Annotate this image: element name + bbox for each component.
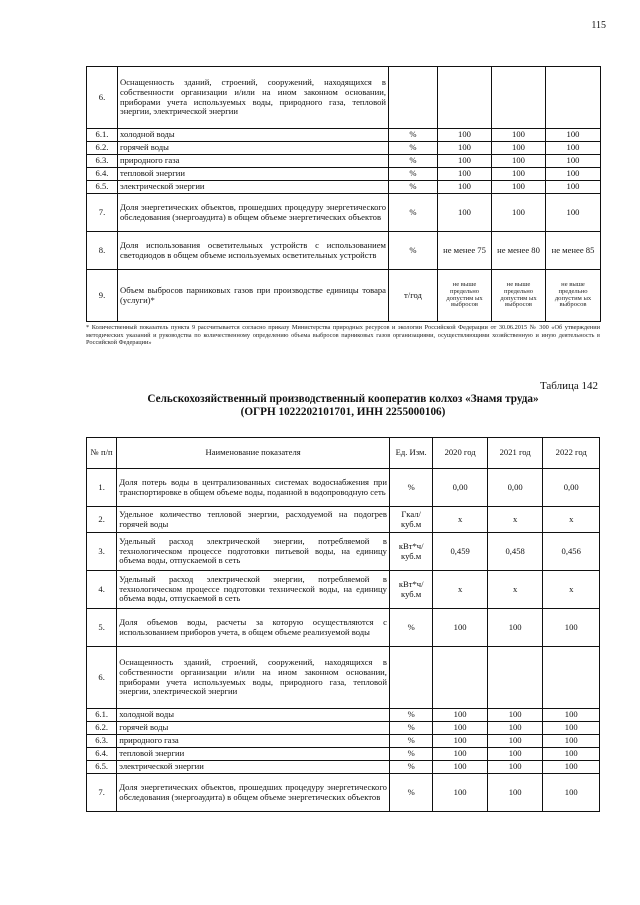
table-row [87,774,600,812]
indicator-name: Объем выбросов парниковых газов при производстве единицы товара (услуги)* [118,270,389,322]
row-number: 4. [87,571,117,609]
value-2021: 0,458 [487,533,543,571]
value-2021: 100 [487,761,543,774]
value-2022: 100 [543,748,600,761]
indicator-name: Доля энергетических объектов, прошедших процедуру энергетического обследования (энергоаудита) в общем объеме энергетических объектов [117,774,390,812]
header-2022: 2022 год [543,438,600,469]
value-2020: 100 [438,155,492,168]
value-2020: х [433,571,488,609]
row-number: 6.5. [87,761,117,774]
header-number: № п/п [87,438,117,469]
indicator-name: тепловой энергии [117,748,390,761]
indicators-table [86,437,600,812]
value-2021: 100 [492,129,546,142]
organization-registration: (ОГРН 1022202101701, ИНН 2255000106) [240,405,446,418]
value-2021: 0,00 [487,469,543,507]
value-2022: 100 [543,774,600,812]
value-2021: 100 [492,155,546,168]
unit-cell: Гкал/ куб.м [389,507,432,533]
row-number: 8. [87,232,118,270]
value-2020: 100 [433,774,488,812]
unit-cell: % [389,168,438,181]
indicator-name: электрической энергии [117,761,390,774]
row-number: 3. [87,533,117,571]
value-2021: 100 [492,181,546,194]
row-number: 5. [87,609,117,647]
unit-cell: % [389,129,438,142]
table-row [87,609,600,647]
value-2020: не выше предельно допустим ых выбросов [438,270,492,322]
indicator-name: горячей воды [118,142,389,155]
indicator-name: Доля энергетических объектов, прошедших процедуру энергетического обследования (энергоаудита) в общем объеме энергетических объектов [118,194,389,232]
indicator-name: холодной воды [118,129,389,142]
table-row [87,647,600,709]
value-2022: 0,456 [543,533,600,571]
value-2021: 100 [487,735,543,748]
table-row [87,194,601,232]
indicator-name: горячей воды [117,722,390,735]
value-2020: х [433,507,488,533]
unit-cell: % [389,735,432,748]
value-2022: не выше предельно допустим ых выбросов [546,270,601,322]
value-2020: 100 [433,722,488,735]
indicator-name: природного газа [118,155,389,168]
value-2020: 100 [438,181,492,194]
indicator-name: Удельный расход электрической энергии, потребляемой в технологическом процессе подготовки питьевой воды, на единицу объема воды, отпускаемой в сеть [117,533,390,571]
row-number: 6.4. [87,168,118,181]
value-2022 [543,647,600,709]
indicator-name: Удельный расход электрической энергии, потребляемой в технологическом процессе подготовки технической воды, на единицу объема воды, отпускаемой в сеть [117,571,390,609]
organization-name: Сельскохозяйственный производственный кооператив колхоз «Знамя труда» [147,393,539,405]
table-row [87,469,600,507]
row-number: 2. [87,507,117,533]
value-2020: 100 [433,748,488,761]
value-2022: не менее 85 [546,232,601,270]
value-2021: не менее 80 [492,232,546,270]
table-row [87,709,600,722]
row-number: 6. [87,647,117,709]
value-2022: х [543,571,600,609]
row-number: 6.2. [87,142,118,155]
table-row [87,735,600,748]
value-2020 [433,647,488,709]
page-number: 115 [591,20,606,31]
unit-cell: кВт*ч/ куб.м [389,533,432,571]
value-2022 [546,67,601,129]
table-row [87,270,601,322]
value-2020: 100 [433,709,488,722]
table-row [87,129,601,142]
value-2021: х [487,507,543,533]
value-2022: 100 [543,609,600,647]
indicator-name: Доля потерь воды в централизованных системах водоснабжения при транспортировке в общем объеме воды, поданной в водопроводную сеть [117,469,390,507]
unit-cell: % [389,155,438,168]
row-number: 9. [87,270,118,322]
row-number: 6.1. [87,129,118,142]
value-2021: 100 [492,194,546,232]
value-2021: 100 [487,748,543,761]
value-2020: 100 [438,142,492,155]
header-2020: 2020 год [433,438,488,469]
value-2021: 100 [487,774,543,812]
row-number: 6.5. [87,181,118,194]
header-unit: Ед. Изм. [389,438,432,469]
value-2020 [438,67,492,129]
table-row [87,571,600,609]
indicator-name: Доля объемов воды, расчеты за которую осуществляются с использованием приборов учета, в общем объеме реализуемой воды [117,609,390,647]
table-row [87,181,601,194]
value-2020: 100 [438,129,492,142]
table-row [87,232,601,270]
unit-cell [389,67,438,129]
row-number: 1. [87,469,117,507]
footnote: * Количественный показатель пункта 9 рассчитывается согласно приказу Министерства природных ресурсов и экологии Российской Федерации от 30.06.2015 № 300 «Об утверждении методических указаний и руководства по количественному определению объема выбросов парниковых газов организациями, осуществляющими хозяйственную и иную деятельность в Российской Федерации» [86,324,600,347]
value-2022: 100 [546,142,601,155]
unit-cell: % [389,722,432,735]
value-2020: 100 [433,761,488,774]
table-header-row [87,438,600,469]
value-2022: 100 [546,168,601,181]
table-row [87,533,600,571]
unit-cell: % [389,609,432,647]
value-2021: 100 [487,722,543,735]
value-2020: 0,459 [433,533,488,571]
value-2020: 100 [433,609,488,647]
header-indicator-name: Наименование показателя [117,438,390,469]
value-2021: 100 [492,168,546,181]
value-2022: 100 [546,129,601,142]
unit-cell: % [389,748,432,761]
value-2021: 100 [487,709,543,722]
table-row [87,722,600,735]
value-2020: 100 [438,168,492,181]
value-2020: не менее 75 [438,232,492,270]
row-number: 6.3. [87,155,118,168]
row-number: 6.1. [87,709,117,722]
value-2021: 100 [487,609,543,647]
value-2020: 100 [433,735,488,748]
row-number: 6.3. [87,735,117,748]
row-number: 7. [87,774,117,812]
value-2022: 100 [543,761,600,774]
table-row [87,761,600,774]
value-2021: 100 [492,142,546,155]
unit-cell: % [389,709,432,722]
value-2020: 0,00 [433,469,488,507]
header-2021: 2021 год [487,438,543,469]
value-2022: 100 [543,722,600,735]
value-2021 [492,67,546,129]
value-2021: не выше предельно допустим ых выбросов [492,270,546,322]
unit-cell: % [389,774,432,812]
row-number: 6.4. [87,748,117,761]
table-row [87,67,601,129]
value-2022: 100 [546,181,601,194]
unit-cell: % [389,469,432,507]
top-indicators-table [86,66,601,322]
table-row [87,142,601,155]
table-row [87,155,601,168]
indicator-name: тепловой энергии [118,168,389,181]
value-2022: 0,00 [543,469,600,507]
indicator-name: Удельное количество тепловой энергии, расходуемой на подогрев горячей воды [117,507,390,533]
unit-cell [389,647,432,709]
indicator-name: электрической энергии [118,181,389,194]
value-2022: 100 [543,709,600,722]
indicator-name: Оснащенность зданий, строений, сооружений, находящихся в собственности организации и/или на ином законном основании, приборами учета используемых воды, природного газа, тепловой энергии, электрической энергии [117,647,390,709]
unit-cell: % [389,181,438,194]
indicator-name: холодной воды [117,709,390,722]
unit-cell: кВт*ч/ куб.м [389,571,432,609]
indicator-name: Доля использования осветительных устройств с использованием светодиодов в общем объеме используемых осветительных устройств [118,232,389,270]
indicator-name: Оснащенность зданий, строений, сооружений, находящихся в собственности организации и/или на ином законном основании, приборами учета используемых воды, природного газа, тепловой энергии, электрической энергии [118,67,389,129]
table-row [87,748,600,761]
unit-cell: % [389,232,438,270]
value-2022: х [543,507,600,533]
unit-cell: % [389,761,432,774]
indicator-name: природного газа [117,735,390,748]
table-title [86,393,600,419]
value-2020: 100 [438,194,492,232]
row-number: 6.2. [87,722,117,735]
row-number: 6. [87,67,118,129]
table-row [87,168,601,181]
table-number-label: Таблица 142 [539,380,598,392]
row-number: 7. [87,194,118,232]
unit-cell: % [389,194,438,232]
value-2022: 100 [546,194,601,232]
table-row [87,507,600,533]
value-2021: х [487,571,543,609]
value-2022: 100 [543,735,600,748]
value-2021 [487,647,543,709]
unit-cell: % [389,142,438,155]
value-2022: 100 [546,155,601,168]
unit-cell: т/год [389,270,438,322]
